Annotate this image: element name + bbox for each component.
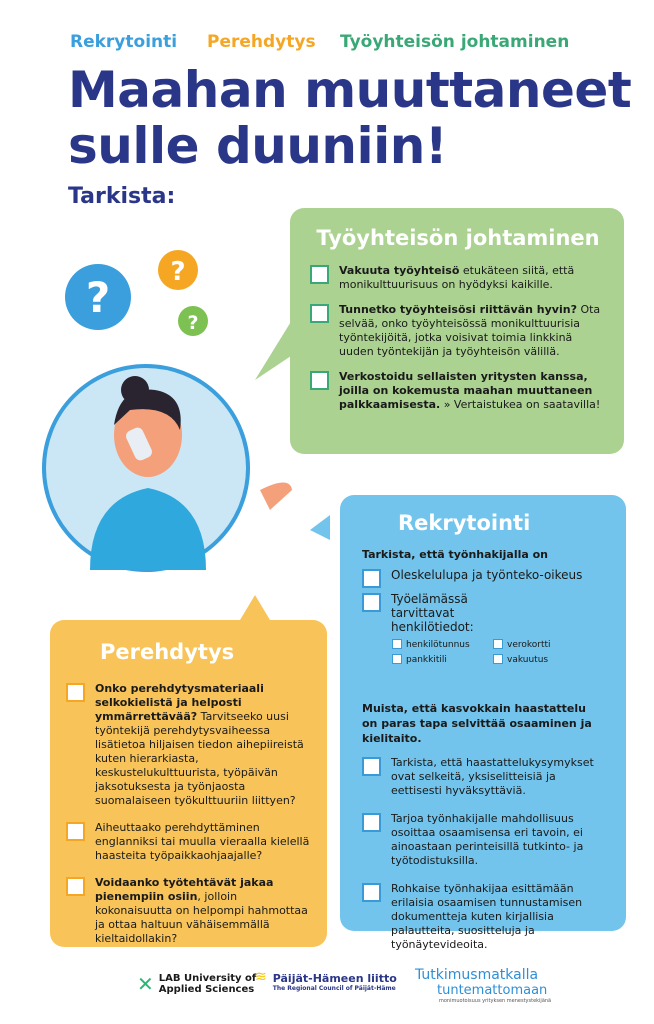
checklist-item: Onko perehdytysmateriaali selkokielistä ja helposti ymmärrettävää? Tarvitseeko uusi työntekijä perehdytysvaiheessa lisätietoa hiljaisen tiedon aihepiireistä kuten hierarkiasta, keskustelukulttuurista, työpäivän jaksotuksesta ja työnjaosta suomalaiseen työkulttuuriin liittyen? — [66, 682, 311, 808]
checkbox[interactable] — [66, 877, 85, 896]
sub-checklist: henkilötunnus verokortti pankkitili vakuutus — [392, 638, 608, 667]
page-title — [68, 62, 631, 174]
checkbox[interactable] — [493, 654, 503, 664]
lab-x-icon: ✕ — [137, 972, 154, 996]
checkbox[interactable] — [310, 304, 329, 323]
intro-text: Tarkista, että työnhakijalla on — [362, 548, 549, 561]
checkbox[interactable] — [310, 371, 329, 390]
checkbox[interactable] — [362, 569, 381, 588]
section-heading: Työyhteisön johtaminen — [316, 226, 600, 250]
nav-perehdytys: Perehdytys — [207, 32, 316, 52]
svg-text:?: ? — [187, 312, 199, 334]
checkbox[interactable] — [493, 639, 503, 649]
checklist-item: Tarjoa työnhakijalle mahdollisuus osoittaa osaamisensa eri tavoin, ei ainoastaan perinteisillä tutkinto- ja työtodistuksilla. — [362, 812, 608, 868]
section-heading: Rekrytointi — [398, 511, 531, 535]
paijat-hameen-liitto-logo: ≋ Päijät-Hämeen liitto The Regional Council of Päijät-Häme — [255, 969, 397, 992]
lab-logo: ✕ LAB University of Applied Sciences — [137, 972, 257, 996]
checkbox[interactable] — [310, 265, 329, 284]
section-tyoyhteison-johtaminen — [290, 208, 624, 454]
svg-text:?: ? — [85, 273, 111, 322]
checklist-item: Aiheuttaako perehdyttäminen englanniksi tai muulla vieraalla kielellä haasteita työpaikkaohjaajalle? — [66, 821, 311, 863]
waves-icon: ≋ — [255, 969, 267, 985]
section-heading: Perehdytys — [100, 640, 235, 664]
checkbox[interactable] — [362, 757, 381, 776]
tutkimusmatkalla-logo: Tutkimusmatkalla tuntemattomaan monimuotoisuus yrityksen menestystekijänä — [415, 967, 552, 1004]
checkbox[interactable] — [66, 822, 85, 841]
illustration — [30, 240, 330, 630]
checkbox[interactable] — [362, 593, 381, 612]
nav-tyoyhteison-johtaminen: Työyhteisön johtaminen — [340, 32, 570, 52]
svg-text:?: ? — [170, 257, 186, 287]
title-line-2: sulle duuniin! — [68, 117, 448, 175]
blue-bubble-tail — [310, 515, 330, 550]
orange-bubble-tail — [240, 595, 270, 620]
section-rekrytointi — [340, 495, 626, 951]
checklist-item: Voidaanko työtehtävät jakaa pienempiin osiin, jolloin kokonaisuutta on helpompi hahmottaa ja ottaa haltuun vähäisemmällä kieltaidollakin? — [66, 876, 311, 946]
checkbox[interactable] — [66, 683, 85, 702]
checklist-item: Oleskelulupa ja työnteko-oikeus — [362, 568, 608, 588]
intro-text: Muista, että kasvokkain haastattelu on paras tapa selvittää osaaminen ja kielitaito. — [362, 702, 592, 745]
checklist-item: Rohkaise työnhakijaa esittämään erilaisia osaamisen tunnustamisen dokumentteja kuten kirjallisia palautteita, suositteluja ja työnäytevideoita. — [362, 882, 608, 952]
checklist-item: Verkostoidu sellaisten yritysten kanssa, joilla on kokemusta maahan muuttaneen palkkaamisesta. » Vertaistukea on saatavilla! — [310, 370, 606, 412]
title-line-1: Maahan muuttaneet — [68, 61, 632, 119]
checklist-item: Tunnetko työyhteisösi riittävän hyvin? Ota selvää, onko työyhteisössä monikulttuurisia työntekijöitä, jotka voisivat toimia linkkinä uuden työntekijän ja työyhteisön välillä. — [310, 303, 606, 359]
subtitle: Tarkista: — [68, 184, 176, 209]
checklist-item: Työelämässä tarvittavat henkilötiedot: — [362, 592, 608, 634]
section-perehdytys — [50, 620, 327, 947]
nav-rekrytointi: Rekrytointi — [70, 32, 178, 52]
checkbox[interactable] — [392, 654, 402, 664]
checkbox[interactable] — [362, 883, 381, 902]
checklist-item: Tarkista, että haastattelukysymykset ovat selkeitä, yksiselitteisiä ja eettisesti hyväksyttäviä. — [362, 756, 608, 798]
checkbox[interactable] — [362, 813, 381, 832]
checklist-item: Vakuuta työyhteisö etukäteen siitä, että monikulttuurisuus on hyödyksi kaikille. — [310, 264, 606, 292]
checkbox[interactable] — [392, 639, 402, 649]
